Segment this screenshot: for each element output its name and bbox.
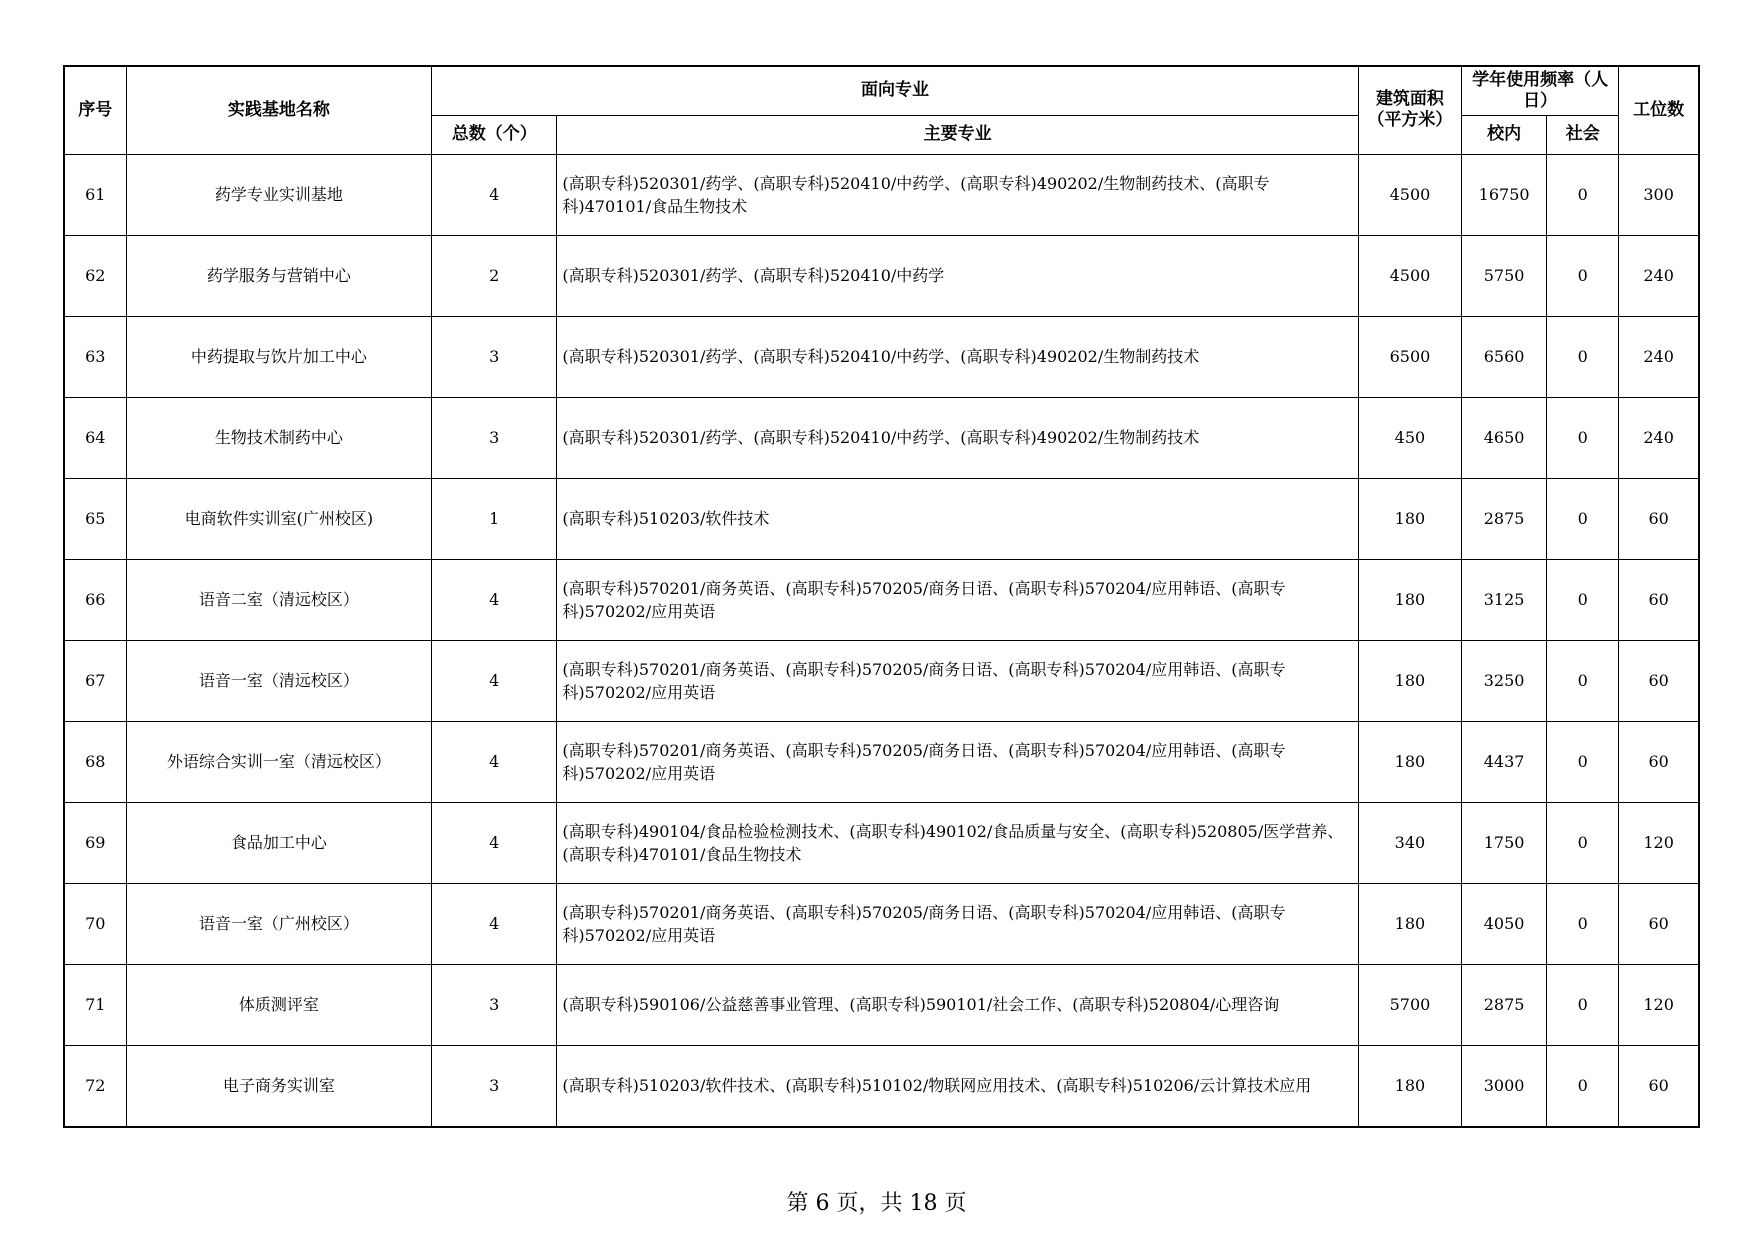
cell-name: 生物技术制药中心 [126, 397, 432, 478]
cell-campus-freq: 3250 [1462, 640, 1547, 721]
cell-stations: 60 [1619, 1045, 1699, 1127]
cell-society-freq: 0 [1547, 883, 1619, 964]
header-frequency: 学年使用频率（人日） [1462, 66, 1619, 115]
table-row [64, 235, 1699, 316]
cell-society-freq: 0 [1547, 316, 1619, 397]
header-area: 建筑面积（平方米） [1358, 66, 1461, 154]
cell-seq: 72 [64, 1045, 126, 1127]
cell-area: 4500 [1358, 154, 1461, 235]
cell-society-freq: 0 [1547, 478, 1619, 559]
cell-stations: 60 [1619, 559, 1699, 640]
cell-majors: (高职专科)570201/商务英语、(高职专科)570205/商务日语、(高职专科)570204/应用韩语、(高职专科)570202/应用英语 [557, 721, 1358, 802]
cell-society-freq: 0 [1547, 235, 1619, 316]
cell-society-freq: 0 [1547, 1045, 1619, 1127]
header-majors-group: 面向专业 [432, 66, 1359, 115]
cell-total: 2 [432, 235, 557, 316]
cell-society-freq: 0 [1547, 802, 1619, 883]
cell-area: 180 [1358, 559, 1461, 640]
table-row [64, 640, 1699, 721]
cell-name: 药学服务与营销中心 [126, 235, 432, 316]
cell-society-freq: 0 [1547, 154, 1619, 235]
table-row [64, 397, 1699, 478]
cell-society-freq: 0 [1547, 721, 1619, 802]
cell-majors: (高职专科)590106/公益慈善事业管理、(高职专科)590101/社会工作、(高职专科)520804/心理咨询 [557, 964, 1358, 1045]
cell-total: 4 [432, 721, 557, 802]
cell-name: 语音二室（清远校区） [126, 559, 432, 640]
cell-total: 3 [432, 397, 557, 478]
cell-area: 180 [1358, 721, 1461, 802]
page-number: 第 6 页，共 18 页 [786, 1191, 967, 1216]
cell-society-freq: 0 [1547, 559, 1619, 640]
cell-stations: 120 [1619, 802, 1699, 883]
cell-area: 340 [1358, 802, 1461, 883]
cell-society-freq: 0 [1547, 964, 1619, 1045]
table-row [64, 316, 1699, 397]
cell-area: 6500 [1358, 316, 1461, 397]
cell-seq: 62 [64, 235, 126, 316]
cell-total: 4 [432, 559, 557, 640]
cell-majors: (高职专科)570201/商务英语、(高职专科)570205/商务日语、(高职专科)570204/应用韩语、(高职专科)570202/应用英语 [557, 559, 1358, 640]
table-row [64, 478, 1699, 559]
cell-campus-freq: 2875 [1462, 964, 1547, 1045]
practice-base-table [63, 65, 1700, 1128]
cell-seq: 61 [64, 154, 126, 235]
cell-name: 电子商务实训室 [126, 1045, 432, 1127]
table-row [64, 154, 1699, 235]
cell-majors: (高职专科)520301/药学、(高职专科)520410/中药学、(高职专科)490202/生物制药技术、(高职专科)470101/食品生物技术 [557, 154, 1358, 235]
header-society: 社会 [1547, 115, 1619, 154]
header-name: 实践基地名称 [126, 66, 432, 154]
header-stations: 工位数 [1619, 66, 1699, 154]
cell-seq: 64 [64, 397, 126, 478]
table-row [64, 883, 1699, 964]
cell-majors: (高职专科)490104/食品检验检测技术、(高职专科)490102/食品质量与安全、(高职专科)520805/医学营养、(高职专科)470101/食品生物技术 [557, 802, 1358, 883]
header-campus: 校内 [1462, 115, 1547, 154]
cell-name: 体质测评室 [126, 964, 432, 1045]
cell-total: 4 [432, 883, 557, 964]
cell-name: 食品加工中心 [126, 802, 432, 883]
cell-name: 药学专业实训基地 [126, 154, 432, 235]
table-row [64, 721, 1699, 802]
header-total: 总数（个） [432, 115, 557, 154]
cell-campus-freq: 1750 [1462, 802, 1547, 883]
cell-majors: (高职专科)510203/软件技术、(高职专科)510102/物联网应用技术、(高职专科)510206/云计算技术应用 [557, 1045, 1358, 1127]
cell-stations: 60 [1619, 640, 1699, 721]
cell-area: 5700 [1358, 964, 1461, 1045]
cell-total: 3 [432, 964, 557, 1045]
cell-campus-freq: 16750 [1462, 154, 1547, 235]
cell-majors: (高职专科)570201/商务英语、(高职专科)570205/商务日语、(高职专科)570204/应用韩语、(高职专科)570202/应用英语 [557, 640, 1358, 721]
cell-majors: (高职专科)570201/商务英语、(高职专科)570205/商务日语、(高职专科)570204/应用韩语、(高职专科)570202/应用英语 [557, 883, 1358, 964]
cell-campus-freq: 6560 [1462, 316, 1547, 397]
header-main-majors: 主要专业 [557, 115, 1358, 154]
cell-total: 4 [432, 802, 557, 883]
table-row [64, 802, 1699, 883]
cell-stations: 300 [1619, 154, 1699, 235]
cell-area: 4500 [1358, 235, 1461, 316]
cell-name: 语音一室（清远校区） [126, 640, 432, 721]
cell-seq: 66 [64, 559, 126, 640]
cell-stations: 60 [1619, 478, 1699, 559]
cell-area: 450 [1358, 397, 1461, 478]
cell-area: 180 [1358, 1045, 1461, 1127]
cell-campus-freq: 4437 [1462, 721, 1547, 802]
cell-total: 3 [432, 316, 557, 397]
cell-name: 外语综合实训一室（清远校区） [126, 721, 432, 802]
cell-majors: (高职专科)520301/药学、(高职专科)520410/中药学、(高职专科)490202/生物制药技术 [557, 316, 1358, 397]
cell-stations: 240 [1619, 235, 1699, 316]
cell-total: 4 [432, 154, 557, 235]
table-row [64, 1045, 1699, 1127]
table-body [64, 154, 1699, 1127]
cell-majors: (高职专科)520301/药学、(高职专科)520410/中药学 [557, 235, 1358, 316]
cell-stations: 240 [1619, 316, 1699, 397]
table-header [64, 66, 1699, 154]
cell-campus-freq: 5750 [1462, 235, 1547, 316]
cell-campus-freq: 3125 [1462, 559, 1547, 640]
cell-campus-freq: 3000 [1462, 1045, 1547, 1127]
header-seq: 序号 [64, 66, 126, 154]
cell-total: 3 [432, 1045, 557, 1127]
cell-stations: 60 [1619, 721, 1699, 802]
cell-seq: 70 [64, 883, 126, 964]
cell-total: 1 [432, 478, 557, 559]
cell-name: 语音一室（广州校区） [126, 883, 432, 964]
cell-stations: 120 [1619, 964, 1699, 1045]
cell-society-freq: 0 [1547, 640, 1619, 721]
cell-seq: 71 [64, 964, 126, 1045]
cell-area: 180 [1358, 478, 1461, 559]
cell-seq: 63 [64, 316, 126, 397]
cell-campus-freq: 4650 [1462, 397, 1547, 478]
cell-stations: 240 [1619, 397, 1699, 478]
cell-name: 中药提取与饮片加工中心 [126, 316, 432, 397]
cell-total: 4 [432, 640, 557, 721]
cell-campus-freq: 2875 [1462, 478, 1547, 559]
cell-seq: 69 [64, 802, 126, 883]
cell-name: 电商软件实训室(广州校区) [126, 478, 432, 559]
cell-campus-freq: 4050 [1462, 883, 1547, 964]
cell-seq: 65 [64, 478, 126, 559]
cell-majors: (高职专科)510203/软件技术 [557, 478, 1358, 559]
cell-area: 180 [1358, 883, 1461, 964]
table-row [64, 964, 1699, 1045]
cell-seq: 67 [64, 640, 126, 721]
cell-stations: 60 [1619, 883, 1699, 964]
cell-area: 180 [1358, 640, 1461, 721]
cell-majors: (高职专科)520301/药学、(高职专科)520410/中药学、(高职专科)490202/生物制药技术 [557, 397, 1358, 478]
cell-society-freq: 0 [1547, 397, 1619, 478]
table-row [64, 559, 1699, 640]
cell-seq: 68 [64, 721, 126, 802]
